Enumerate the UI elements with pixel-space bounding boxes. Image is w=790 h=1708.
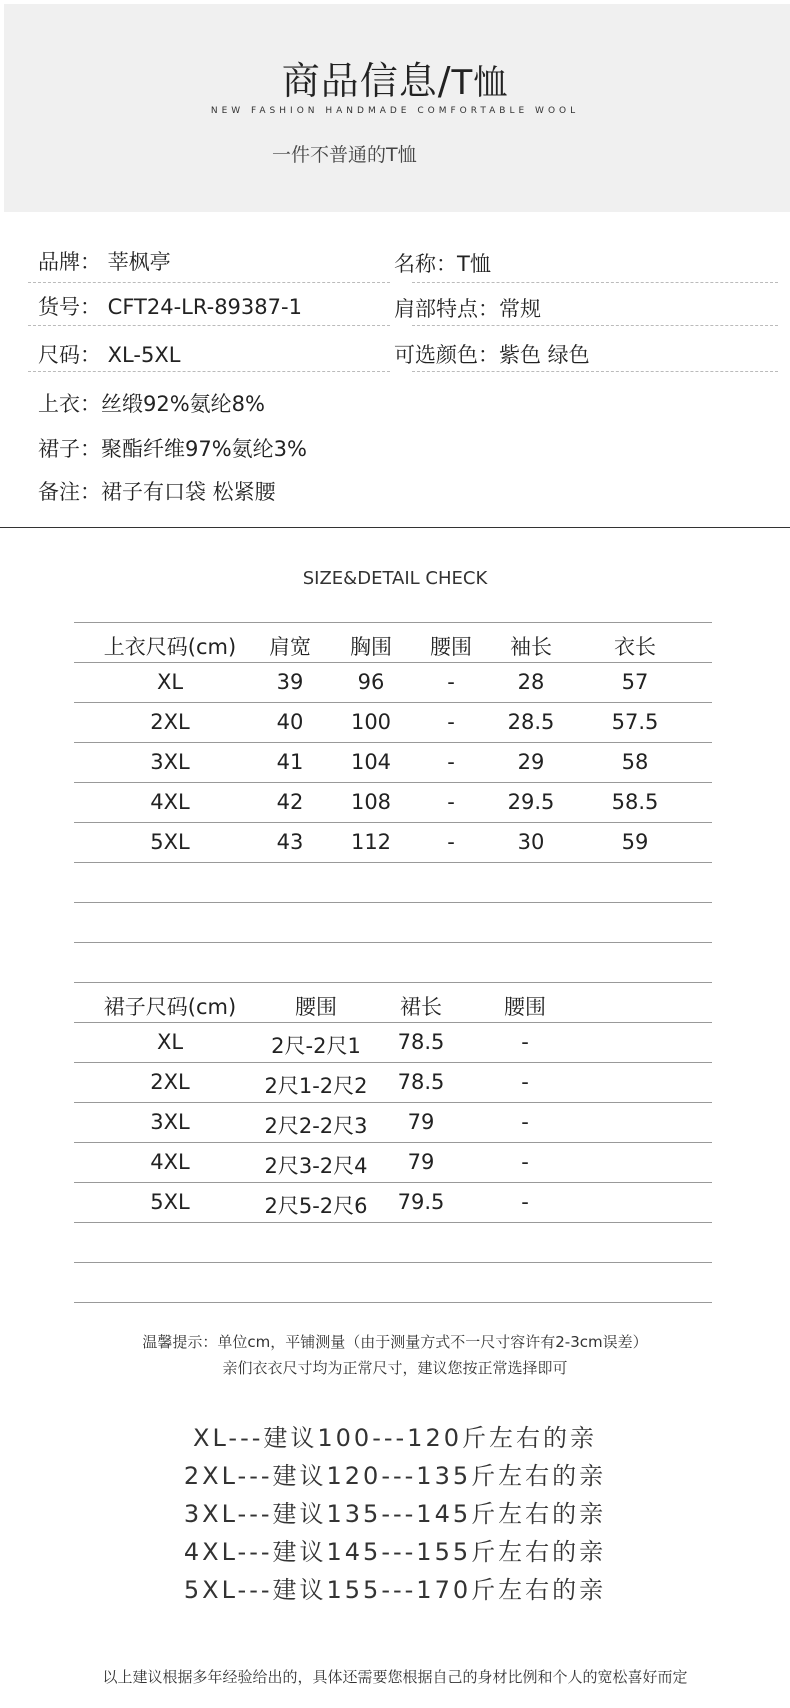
recommendation-line: 3XL---建议135---145斤左右的亲 — [183, 1500, 607, 1528]
footer-note: 以上建议根据多年经验给出的，具体还需要您根据自己的身材比例和个人的宽松喜好而定 — [102, 1668, 688, 1686]
table-rule — [74, 862, 712, 863]
table-cell: 42 — [276, 790, 304, 814]
divider — [412, 282, 778, 283]
table-cell: 30 — [517, 830, 545, 854]
table-cell: 2XL — [150, 710, 190, 734]
section-title: SIZE&DETAIL CHECK — [302, 568, 488, 589]
table-header-cell: 肩宽 — [269, 635, 311, 659]
table-cell: 79.5 — [397, 1190, 445, 1214]
divider — [28, 325, 390, 326]
table-header-cell: 腰围 — [430, 635, 472, 659]
table-header-cell: 裙长 — [400, 995, 442, 1019]
table-cell: 41 — [276, 750, 304, 774]
divider — [28, 371, 390, 372]
table-cell: - — [447, 710, 455, 734]
divider — [412, 371, 778, 372]
skirt-material-info: 裙子：聚酯纤维97%氨纶3% — [38, 437, 307, 461]
table-cell: 29 — [517, 750, 545, 774]
section-rule — [0, 527, 790, 528]
color-info: 可选颜色：紫色 绿色 — [394, 343, 590, 367]
shoulder-info: 肩部特点：常规 — [394, 297, 541, 321]
table-cell: 2尺-2尺1 — [271, 1034, 361, 1058]
table-rule — [74, 782, 712, 783]
table-header-cell: 袖长 — [510, 635, 552, 659]
table-cell: 100 — [350, 710, 392, 734]
table-cell: 2XL — [150, 1070, 190, 1094]
table-rule — [74, 1222, 712, 1223]
brand-info: 品牌： 莘枫亭 — [38, 250, 171, 274]
size-info: 尺码： XL-5XL — [38, 343, 181, 367]
table-cell: - — [447, 750, 455, 774]
table-cell: 58 — [621, 750, 649, 774]
recommendation-line: 2XL---建议120---135斤左右的亲 — [183, 1462, 607, 1490]
table-cell: 78.5 — [397, 1070, 445, 1094]
divider — [412, 325, 778, 326]
table-cell: 3XL — [150, 750, 190, 774]
table-cell: 108 — [350, 790, 392, 814]
table-header-cell: 腰围 — [295, 995, 337, 1019]
table-rule — [74, 902, 712, 903]
table-cell: - — [447, 830, 455, 854]
table-cell: 3XL — [150, 1110, 190, 1134]
table-rule — [74, 982, 712, 983]
table-cell: XL — [156, 1030, 184, 1054]
table-cell: 40 — [276, 710, 304, 734]
table-cell: 2尺5-2尺6 — [264, 1194, 368, 1218]
table-cell: - — [521, 1030, 529, 1054]
table-cell: 59 — [621, 830, 649, 854]
note-line-2: 亲们衣衣尺寸均为正常尺寸，建议您按正常选择即可 — [222, 1359, 568, 1377]
table-cell: 79 — [407, 1110, 435, 1134]
table-rule — [74, 822, 712, 823]
table-cell: XL — [156, 670, 184, 694]
table-header-cell: 腰围 — [504, 995, 546, 1019]
table-cell: 39 — [276, 670, 304, 694]
table-cell: 5XL — [150, 830, 190, 854]
table-cell: - — [521, 1070, 529, 1094]
table-cell: 78.5 — [397, 1030, 445, 1054]
table-rule — [74, 702, 712, 703]
note-line-1: 温馨提示：单位cm，平铺测量（由于测量方式不一尺寸容许有2-3cm误差） — [142, 1333, 648, 1351]
table-cell: 43 — [276, 830, 304, 854]
table-cell: 2尺1-2尺2 — [264, 1074, 368, 1098]
table-header-cell: 胸围 — [350, 635, 392, 659]
table-cell: 79 — [407, 1150, 435, 1174]
table-rule — [74, 1262, 712, 1263]
table-cell: - — [447, 790, 455, 814]
table-cell: 104 — [350, 750, 392, 774]
table-rule — [74, 942, 712, 943]
table-rule — [74, 1062, 712, 1063]
table-cell: - — [521, 1110, 529, 1134]
table-cell: 5XL — [150, 1190, 190, 1214]
table-cell: 58.5 — [611, 790, 659, 814]
table-cell: 57.5 — [611, 710, 659, 734]
recommendation-line: 4XL---建议145---155斤左右的亲 — [183, 1538, 607, 1566]
table-cell: 28 — [517, 670, 545, 694]
recommendation-line: XL---建议100---120斤左右的亲 — [193, 1424, 597, 1452]
table-rule — [74, 1182, 712, 1183]
name-info: 名称：T恤 — [394, 252, 491, 276]
table-cell: 4XL — [150, 1150, 190, 1174]
table-rule — [74, 622, 712, 623]
top-material-info: 上衣：丝缎92%氨纶8% — [38, 392, 265, 416]
divider — [28, 282, 390, 283]
table-cell: 57 — [621, 670, 649, 694]
table-header-cell: 衣长 — [614, 635, 656, 659]
subtitle: 一件不普通的T恤 — [272, 144, 417, 166]
item-number-info: 货号： CFT24-LR-89387-1 — [38, 295, 302, 319]
remark-info: 备注：裙子有口袋 松紧腰 — [38, 480, 276, 504]
table-rule — [74, 1142, 712, 1143]
recommendation-line: 5XL---建议155---170斤左右的亲 — [183, 1576, 607, 1604]
table-rule — [74, 742, 712, 743]
table-rule — [74, 662, 712, 663]
table-header-cell: 裙子尺码(cm) — [103, 995, 237, 1019]
table-cell: 96 — [357, 670, 385, 694]
table-cell: 112 — [350, 830, 392, 854]
table-cell: 29.5 — [507, 790, 555, 814]
table-rule — [74, 1302, 712, 1303]
table-cell: - — [521, 1150, 529, 1174]
table-rule — [74, 1022, 712, 1023]
table-cell: 4XL — [150, 790, 190, 814]
page-title: 商品信息/T恤 — [281, 59, 509, 103]
table-cell: - — [447, 670, 455, 694]
table-cell: 2尺2-2尺3 — [264, 1114, 368, 1138]
table-cell: 2尺3-2尺4 — [264, 1154, 368, 1178]
table-header-cell: 上衣尺码(cm) — [103, 635, 237, 659]
table-cell: 28.5 — [507, 710, 555, 734]
table-rule — [74, 1102, 712, 1103]
table-cell: - — [521, 1190, 529, 1214]
tagline: NEW FASHION HANDMADE COMFORTABLE WOOL — [210, 106, 580, 116]
